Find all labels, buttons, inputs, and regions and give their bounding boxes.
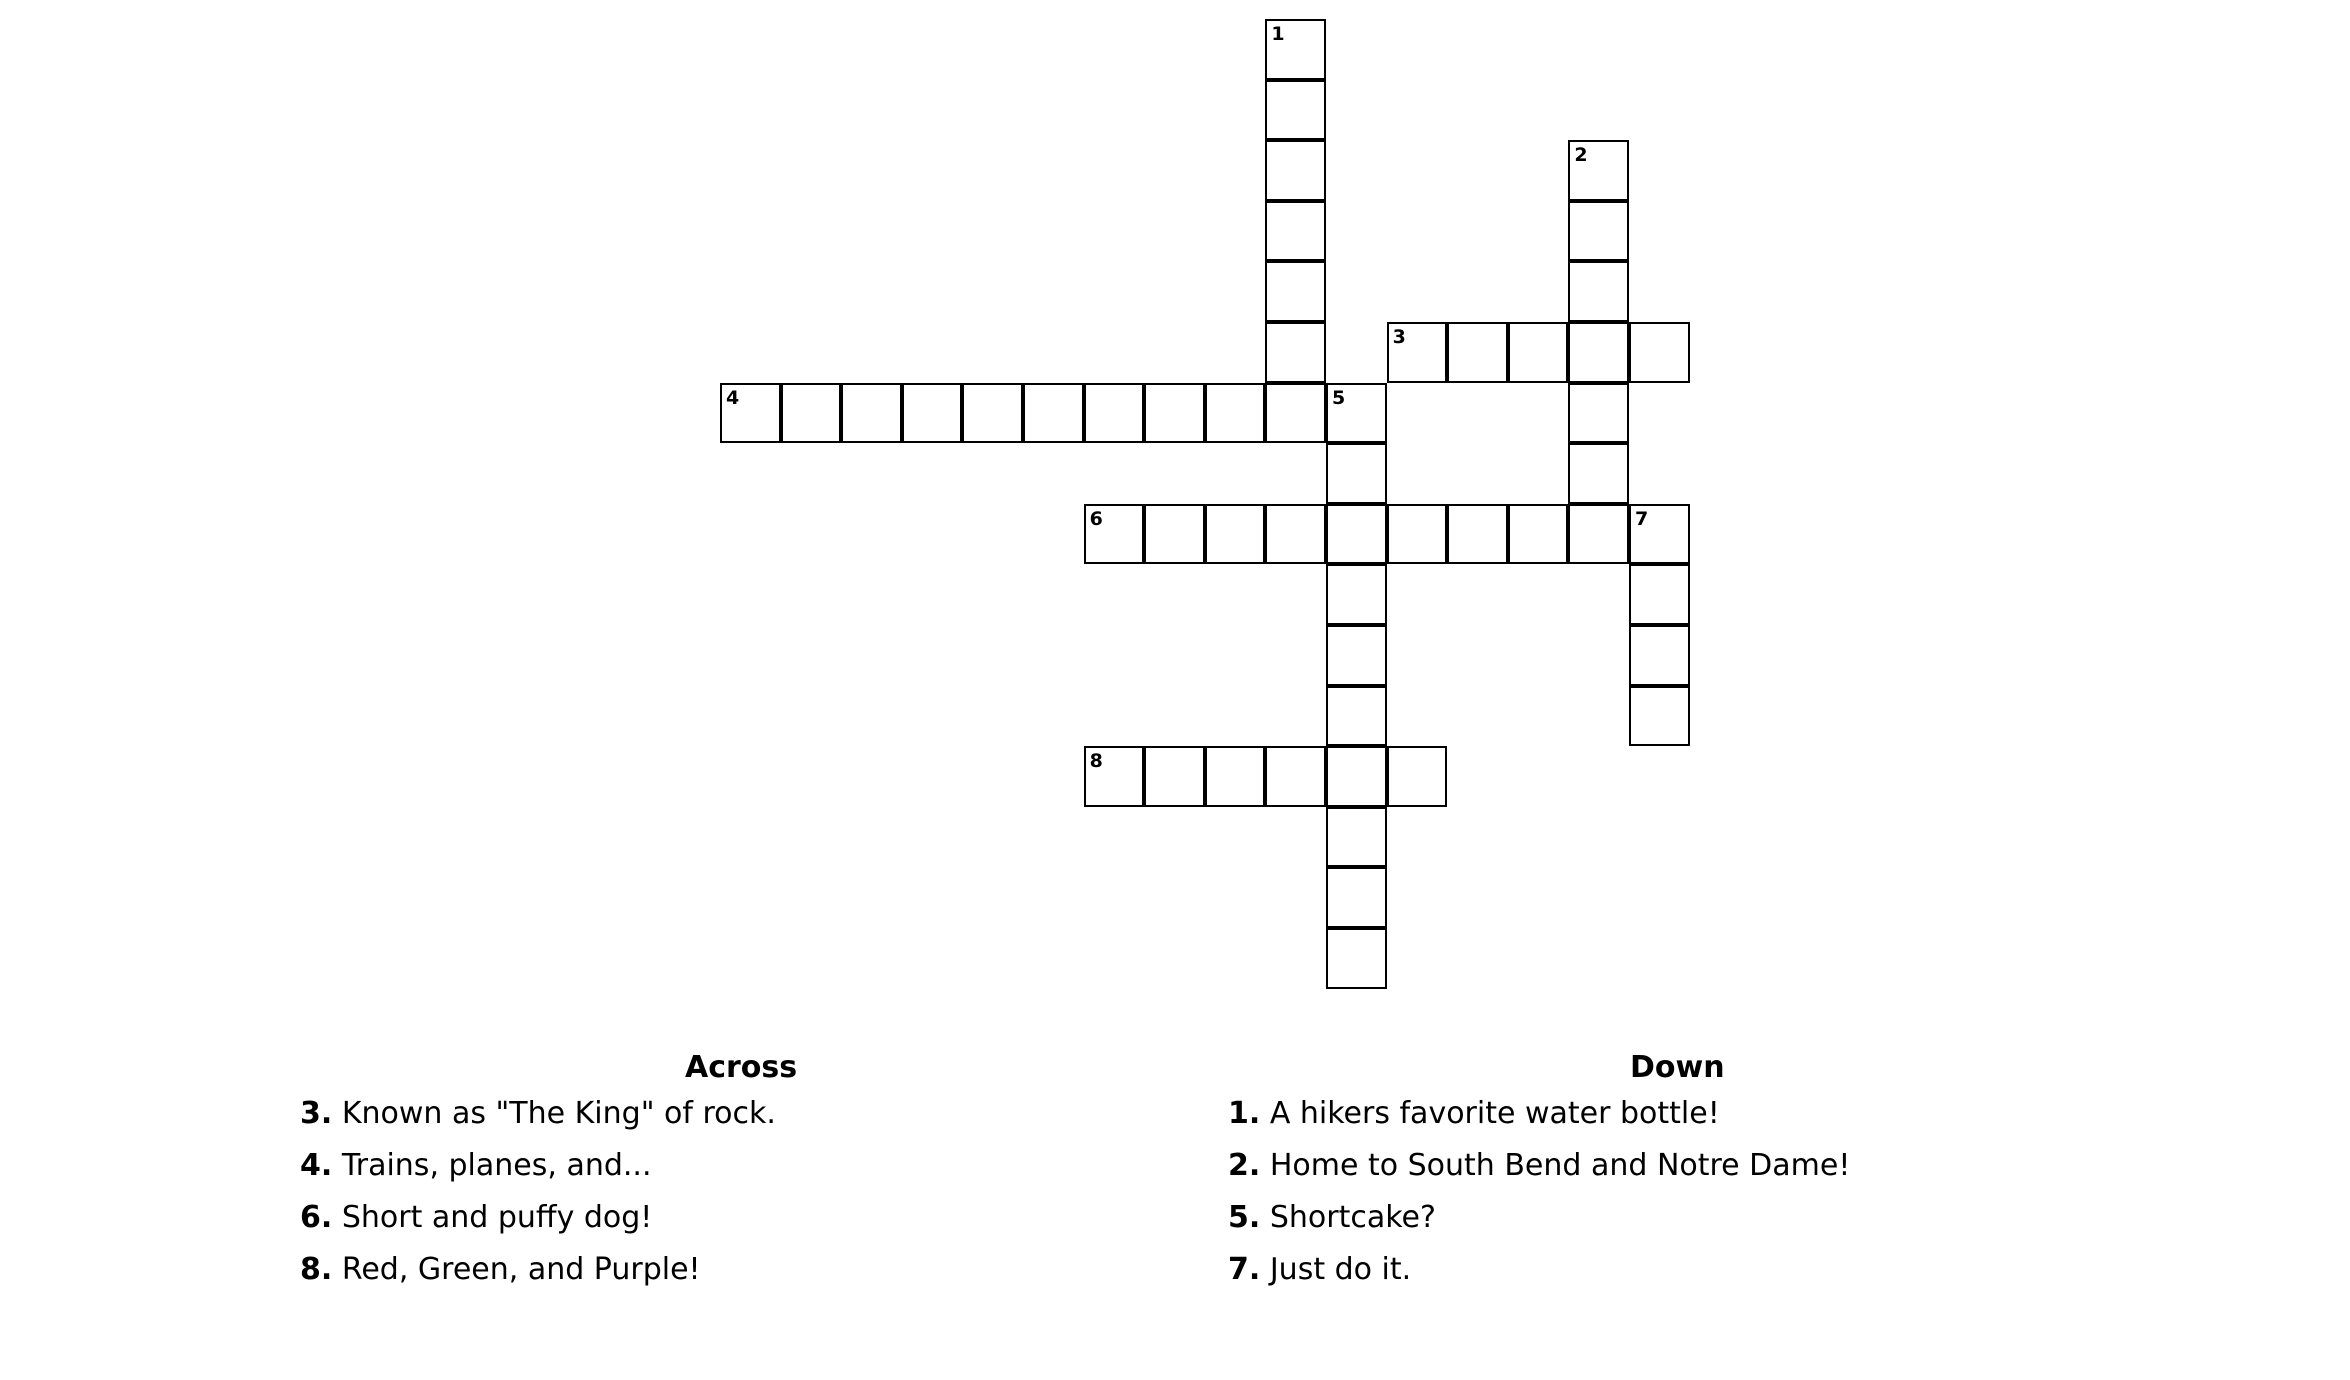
crossword-cell[interactable] <box>1629 564 1690 625</box>
clue-number: 2. <box>1228 1148 1261 1183</box>
across-clue[interactable] <box>300 1148 652 1184</box>
crossword-cell[interactable] <box>1629 625 1690 686</box>
crossword-cell[interactable] <box>962 383 1023 444</box>
crossword-cell[interactable] <box>1568 140 1629 201</box>
crossword-cell[interactable] <box>1326 383 1387 444</box>
clue-number: 8. <box>300 1252 333 1287</box>
crossword-cell[interactable] <box>1144 504 1205 565</box>
cell-number: 4 <box>726 386 740 409</box>
down-clue[interactable] <box>1228 1096 1720 1132</box>
crossword-cell[interactable] <box>1447 504 1508 565</box>
crossword-cell[interactable] <box>1205 746 1266 807</box>
crossword-cell[interactable] <box>720 383 781 444</box>
clue-text: Just do it. <box>1269 1252 1412 1287</box>
crossword-cell[interactable] <box>1629 322 1690 383</box>
crossword-cell[interactable] <box>1326 564 1387 625</box>
crossword-cell[interactable] <box>1326 504 1387 565</box>
cell-number: 2 <box>1574 144 1588 167</box>
crossword-cell[interactable] <box>902 383 963 444</box>
crossword-cell[interactable] <box>1568 504 1629 565</box>
down-clue[interactable] <box>1228 1252 1411 1288</box>
clue-number: 3. <box>300 1096 333 1131</box>
cell-number: 7 <box>1635 507 1649 530</box>
crossword-cell[interactable] <box>1265 140 1326 201</box>
crossword-cell[interactable] <box>1568 443 1629 504</box>
down-clue[interactable] <box>1228 1200 1436 1236</box>
crossword-cell[interactable] <box>1508 322 1569 383</box>
across-clue[interactable] <box>300 1096 776 1132</box>
crossword-cell[interactable] <box>1326 746 1387 807</box>
clue-text: A hikers favorite water bottle! <box>1269 1096 1720 1131</box>
crossword-cell[interactable] <box>1326 443 1387 504</box>
crossword-cell[interactable] <box>781 383 842 444</box>
crossword-cell[interactable] <box>1629 504 1690 565</box>
crossword-cell[interactable] <box>1568 322 1629 383</box>
crossword-cell[interactable] <box>1265 322 1326 383</box>
crossword-cell[interactable] <box>1508 504 1569 565</box>
crossword-cell[interactable] <box>1568 201 1629 262</box>
cell-number: 3 <box>1392 326 1406 348</box>
crossword-cell[interactable] <box>1265 746 1326 807</box>
clue-number: 4. <box>300 1148 333 1183</box>
crossword-cell[interactable] <box>1084 383 1145 444</box>
cell-number: 8 <box>1089 750 1103 773</box>
crossword-cell[interactable] <box>1023 383 1084 444</box>
crossword-cell[interactable] <box>1568 383 1629 444</box>
clue-text: Known as "The King" of rock. <box>341 1096 776 1131</box>
crossword-cell[interactable] <box>1205 383 1266 444</box>
clue-text: Red, Green, and Purple! <box>341 1252 701 1287</box>
clue-number: 6. <box>300 1200 333 1235</box>
crossword-cell[interactable] <box>1265 201 1326 262</box>
cell-number: 1 <box>1271 23 1285 45</box>
crossword-cell[interactable] <box>1205 504 1266 565</box>
crossword-cell[interactable] <box>1387 504 1448 565</box>
crossword-cell[interactable] <box>1568 261 1629 322</box>
crossword-cell[interactable] <box>1144 383 1205 444</box>
crossword-cell[interactable] <box>1326 625 1387 686</box>
clue-text: Home to South Bend and Notre Dame! <box>1269 1148 1851 1183</box>
clue-text: Trains, planes, and... <box>341 1148 652 1183</box>
crossword-cell[interactable] <box>1447 322 1508 383</box>
crossword-cell[interactable] <box>1326 928 1387 989</box>
crossword-cell[interactable] <box>1084 504 1145 565</box>
across-clue[interactable] <box>300 1252 701 1288</box>
crossword-cell[interactable] <box>1265 19 1326 80</box>
crossword-cell[interactable] <box>1326 686 1387 747</box>
crossword-cell[interactable] <box>1144 746 1205 807</box>
down-heading: Down <box>1630 1050 1725 1085</box>
crossword-cell[interactable] <box>1265 383 1326 444</box>
cell-number: 5 <box>1332 386 1346 409</box>
across-heading: Across <box>685 1050 798 1085</box>
crossword-cell[interactable] <box>841 383 902 444</box>
crossword-cell[interactable] <box>1326 867 1387 928</box>
clue-number: 5. <box>1228 1200 1261 1235</box>
crossword-cell[interactable] <box>1084 746 1145 807</box>
across-clue[interactable] <box>300 1200 652 1236</box>
crossword-cell[interactable] <box>1387 746 1448 807</box>
crossword-cell[interactable] <box>1629 686 1690 747</box>
crossword-cell[interactable] <box>1265 80 1326 141</box>
clue-text: Shortcake? <box>1269 1200 1436 1235</box>
crossword-cell[interactable] <box>1265 261 1326 322</box>
clue-number: 1. <box>1228 1096 1261 1131</box>
crossword-cell[interactable] <box>1265 504 1326 565</box>
clue-text: Short and puffy dog! <box>341 1200 653 1235</box>
down-clue[interactable] <box>1228 1148 1850 1184</box>
crossword-cell[interactable] <box>1387 322 1448 383</box>
clue-number: 7. <box>1228 1252 1261 1287</box>
crossword-cell[interactable] <box>1326 807 1387 868</box>
cell-number: 6 <box>1089 507 1103 530</box>
